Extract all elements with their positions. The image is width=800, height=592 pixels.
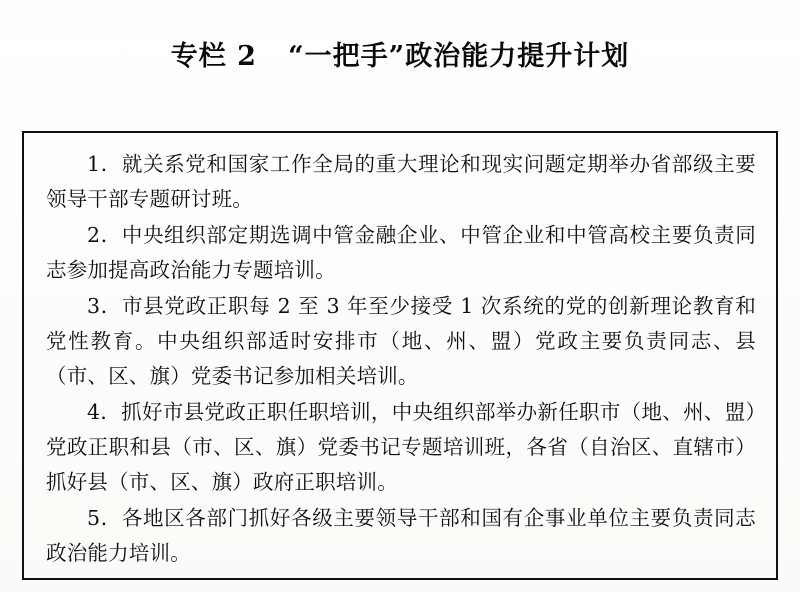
page-title: 专栏 2 “一把手”政治能力提升计划 [170,41,630,72]
paragraph-5: 5．各地区各部门抓好各级主要领导干部和国有企事业单位主要负责同志政治能力培训。 [46,506,756,565]
paragraph-3: 3．市县党政正职每 2 至 3 年至少接受 1 次系统的党的创新理论教育和党性教育。中央组织部适时安排市（地、州、盟）党政主要负责同志、县（市、区、旗）党委书记参加相关培训。 [46,294,756,388]
document-page [0,34,800,592]
paragraph-2: 2．中央组织部定期选调中管金融企业、中管企业和中管高校主要负责同志参加提高政治能力专题培训。 [46,223,756,282]
content-box [22,131,778,580]
paragraph-4: 4．抓好市县党政正职任职培训，中央组织部举办新任职市（地、州、盟）党政正职和县（市、区、旗）党委书记专题培训班，各省（自治区、直辖市）抓好县（市、区、旗）政府正职培训。 [46,400,756,494]
paragraph-1: 1．就关系党和国家工作全局的重大理论和现实问题定期举办省部级主要领导干部专题研讨班。 [46,152,756,211]
